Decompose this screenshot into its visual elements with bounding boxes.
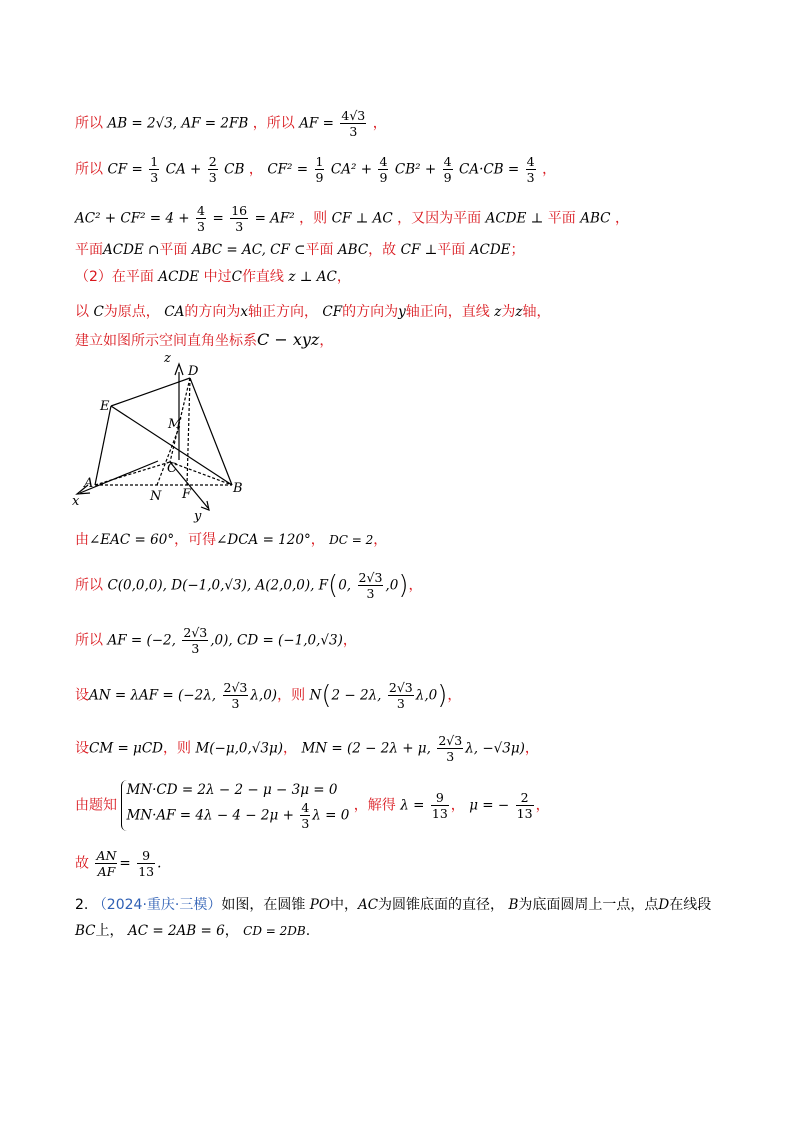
text: 由题知 [75,797,117,814]
text: 设 [75,687,89,704]
text: 如图，在圆锥 [221,897,306,913]
formula: AF = (−2, [107,632,176,649]
formula: PO [309,897,330,913]
text: 为 [501,304,516,320]
formula: CD = 2DB [243,924,306,938]
fraction: $\frac{4}{3}$ [526,154,535,185]
text: 作直线 [241,269,284,285]
text: ， [408,577,423,594]
formula: z ⊥ AC [288,269,337,285]
text: ， [310,532,325,548]
text: 由 [75,532,89,548]
text: 平面 [437,242,466,258]
formula: MN·CD = 2λ − 2 − μ − 3μ = 0 [126,782,338,798]
formula: CF [322,304,343,320]
text: ，则 [299,210,328,227]
fraction: $\frac{9}{13}$ [138,848,155,879]
solution-line-12 [75,733,539,764]
problem-2-line-2 [75,921,310,941]
problem-source: （2024·重庆·三模） [92,897,222,913]
text: 平面 [75,242,103,258]
fraction: $\frac{4}{9}$ [379,154,388,185]
fraction: $\frac{4}{3}$ [301,800,310,831]
solution-line-14 [75,848,161,879]
text: 中过 [203,269,232,285]
formula: μ = − [469,797,510,814]
formula: ,0 [385,577,399,594]
solution-line-7 [75,330,333,351]
formula: z [515,304,523,320]
text: ， [336,269,351,285]
formula: ACDE ⊥ [485,210,544,227]
fraction: $\frac{4√3}{3}$ [341,108,366,139]
text: 平面 [159,242,188,258]
fraction: $\frac{2√3}{3}$ [358,570,383,601]
formula: MN = (2 − 2λ + μ, [301,740,431,757]
text: 中， [329,897,358,913]
text: ，可得 [174,532,217,548]
text: ， [283,740,298,757]
formula: CB [224,161,245,178]
label-N: N [150,489,162,504]
text: ， [248,161,263,178]
formula: = AF² [254,210,295,227]
solution-line-9: 所以 C(0,0,0), D(−1,0,√3), A(2,0,0), F(0, $\frac{2√3}{3}$ ,0)， [75,570,423,601]
edge-DB [190,378,232,485]
edge-ED [111,378,190,406]
formula: ,0), CD = (−1,0,√3) [210,632,343,649]
text: ， [542,161,557,178]
text: 平面 [547,210,576,227]
text: ，又因为平面 [397,210,482,227]
label-D: D [188,364,199,379]
formula: CB² + [394,161,437,178]
fraction: $\frac{2}{13}$ [516,790,533,821]
formula: ABC = AC, CF ⊂ [191,242,306,258]
solution-line-11: 设AN = λAF = (−2λ, $\frac{2√3}{3}$ λ,0)，则 N(2 − 2λ, $\frac{2√3}{3}$ λ,0)， [75,680,462,711]
formula: CA·CB = [458,161,520,178]
text: 轴， [522,304,551,320]
solution-line-4 [75,240,525,260]
formula: AN = λAF = (−2λ, [89,687,217,704]
formula: CA² + [330,161,372,178]
formula: ABC [337,242,369,258]
formula: 2 − 2λ, [331,687,382,704]
edge-EA [95,406,111,485]
equation-system [121,780,349,831]
fraction: $\frac{1}{3}$ [150,154,159,185]
formula: B [508,897,519,913]
text: 轴正向，直线 [405,304,490,320]
text: 建立如图所示空间直角坐标系 [75,333,257,349]
formula: AF = [299,115,334,132]
fraction: $\frac{16}{3}$ [231,203,248,234]
formula: CF = [107,161,143,178]
text: ，所以 [252,115,295,132]
formula: MN·AF = 4λ − 4 − 2μ + [126,807,294,824]
formula: CF² = [267,161,309,178]
formula: CM = μCD [89,740,163,757]
text: 轴正方向， [247,304,318,320]
label-E: E [100,399,110,414]
text: 上， [95,923,124,939]
formula: ACDE [158,269,200,285]
formula: z [494,304,502,320]
text: 设 [75,740,89,757]
text: . [305,923,311,939]
text: ， [447,687,462,704]
text: 所以 [75,632,103,649]
formula: M(−μ,0,√3μ) [195,740,284,757]
formula: CA [164,304,185,320]
fraction: $\frac{2√3}{3}$ [438,733,463,764]
fraction: $\frac{2√3}{3}$ [183,625,208,656]
y-arrow [201,501,209,510]
text: ， [524,740,539,757]
text: ， [372,115,387,132]
formula: CF ⊥ AC [331,210,393,227]
text: 的方向为 [342,304,399,320]
formula: CF ⊥ [400,242,438,258]
label-z: z [164,351,171,366]
formula: C − xyz [257,330,320,349]
formula: ∠DCA = 120° [216,532,311,548]
label-y: y [194,509,202,524]
solution-line-3 [75,203,629,234]
text: （2）在平面 [75,269,154,285]
text: 故 [75,855,89,872]
text: ， [614,210,629,227]
formula: ACDE ∩ [103,242,160,258]
solution-line-5 [75,267,351,287]
text: ， [450,797,465,814]
formula: = [212,210,224,227]
text: ， [373,532,388,548]
text: ，故 [368,242,397,258]
fraction: $\frac{2√3}{3}$ [388,680,413,711]
label-F: F [182,487,192,502]
formula: ABC [580,210,611,227]
formula: CA + [165,161,202,178]
formula: AC² + CF² = 4 + [75,210,190,227]
formula: C [93,304,104,320]
formula: ACDE [469,242,511,258]
fraction: $\frac{AN}{AF}$ [96,848,117,879]
formula: AC = 2AB = 6 [127,923,225,939]
text: ， [224,923,239,939]
solution-line-13 [75,780,550,831]
label-M: M [168,417,182,432]
edge-AC [95,462,170,485]
text: 在线段 [669,897,712,913]
fraction: $\frac{1}{9}$ [315,154,324,185]
formula: y [398,304,406,320]
text: 为原点， [103,304,160,320]
problem-number: 2. [75,897,89,913]
label-B: B [233,481,243,496]
solution-line-6 [75,302,550,322]
text: ，解得 [353,797,396,814]
formula: λ,0 [415,687,438,704]
text: 所以 [75,161,103,178]
fraction: $\frac{2√3}{3}$ [223,680,248,711]
fraction: $\frac{4}{3}$ [197,203,205,234]
text: 以 [75,304,89,320]
text: ， [319,333,334,349]
formula: 0, [338,577,352,594]
text: ，则 [162,740,191,757]
formula: AC [357,897,379,913]
fraction: $\frac{4}{9}$ [443,154,452,185]
text: ； [510,242,525,258]
solution-line-1 [75,108,387,139]
formula: C [231,269,242,285]
formula: λ,0) [250,687,278,704]
formula: . [157,855,162,872]
formula: C(0,0,0), D(−1,0,√3), A(2,0,0), F [107,577,329,594]
text: 所以 [75,577,103,594]
label-A: A [84,476,94,491]
text: 为底面圆周上一点，点 [518,897,659,913]
problem-2-line-1 [75,895,711,915]
text: 平面 [305,242,334,258]
text: 所以 [75,115,103,132]
text: 的方向为 [184,304,241,320]
formula: AB = 2√3, AF = 2FB [107,115,249,132]
text: ， [535,797,550,814]
geometry-figure [70,350,260,525]
formula: λ = 0 [312,807,350,824]
text: ，则 [277,687,306,704]
solution-line-8 [75,530,387,550]
solution-line-2 [75,154,556,185]
formula: λ = [400,797,425,814]
formula: λ, −√3μ) [465,740,525,757]
fraction: $\frac{9}{13}$ [431,790,448,821]
formula: ∠EAC = 60° [89,532,175,548]
formula: DC = 2 [329,533,374,547]
fraction: $\frac{2}{3}$ [208,154,217,185]
text: ， [342,632,357,649]
label-x: x [72,494,80,509]
formula: N [309,687,322,704]
label-C: C [167,461,177,476]
text: 为圆锥底面的直径， [378,897,505,913]
formula: D [658,897,670,913]
formula: BC [75,923,96,939]
solution-line-10 [75,625,357,656]
formula: = [119,855,131,872]
formula: x [240,304,248,320]
